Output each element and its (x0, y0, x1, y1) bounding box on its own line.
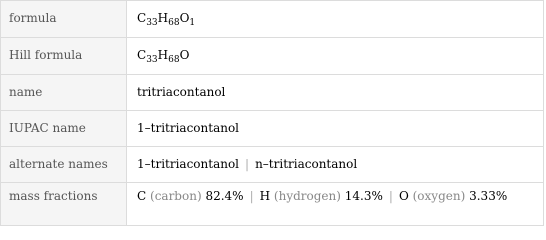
separator: | (388, 189, 393, 203)
mass-fraction-element: (carbon) (150, 189, 202, 203)
mass-fraction-element: (hydrogen) (273, 189, 341, 203)
row-label (1, 111, 127, 147)
formula-o-count: 1 (189, 18, 196, 28)
mass-fraction-symbol: C (137, 189, 147, 203)
row-value (127, 75, 544, 111)
hill-h-count: 68 (168, 55, 180, 65)
formula-h: H (157, 11, 169, 25)
hill-formula-label: Hill formula (9, 48, 83, 62)
formula-c-count: 33 (146, 18, 158, 28)
mass-fraction-symbol: O (398, 189, 409, 203)
alternate-names-value (137, 147, 543, 172)
mass-fractions-value (137, 183, 543, 204)
mass-fraction-symbol: H (259, 189, 271, 203)
separator: | (245, 157, 250, 171)
table-row-iupac-name (1, 111, 544, 147)
row-label (1, 147, 127, 183)
hill-c: C (137, 48, 147, 62)
hill-h: H (157, 48, 169, 62)
alternate-name: n–tritriacontanol (255, 157, 358, 171)
name-label: name (9, 85, 43, 99)
table-row-formula (1, 1, 544, 38)
row-label (1, 183, 127, 226)
separator: | (249, 189, 254, 203)
hill-c-count: 33 (146, 55, 158, 65)
mass-fraction-percent: 82.4% (205, 189, 244, 203)
formula-label: formula (9, 11, 57, 25)
table-row-alternate-names (1, 147, 544, 183)
row-value (127, 183, 544, 226)
row-value (127, 1, 544, 38)
row-value (127, 38, 544, 75)
iupac-name-value: 1–tritriacontanol (137, 121, 240, 135)
row-value (127, 147, 544, 183)
mass-fractions-label: mass fractions (9, 189, 98, 203)
iupac-name-label: IUPAC name (9, 121, 86, 135)
mass-fraction-percent: 14.3% (344, 189, 383, 203)
hill-o: O (179, 48, 190, 62)
mass-fraction-element: (oxygen) (412, 189, 466, 203)
table-row-name (1, 75, 544, 111)
row-label (1, 1, 127, 38)
formula-h-count: 68 (168, 18, 180, 28)
formula-o: O (179, 11, 190, 25)
formula-c: C (137, 11, 147, 25)
name-value: tritriacontanol (137, 85, 226, 99)
alternate-name: 1–tritriacontanol (137, 157, 240, 171)
table-row-mass-fractions (1, 183, 544, 226)
row-label (1, 75, 127, 111)
row-value (127, 111, 544, 147)
formula-value (137, 1, 543, 26)
alternate-names-label: alternate names (9, 157, 108, 171)
hill-formula-value (137, 38, 543, 63)
row-label (1, 38, 127, 75)
table-row-hill-formula (1, 38, 544, 75)
mass-fraction-percent: 3.33% (469, 189, 508, 203)
